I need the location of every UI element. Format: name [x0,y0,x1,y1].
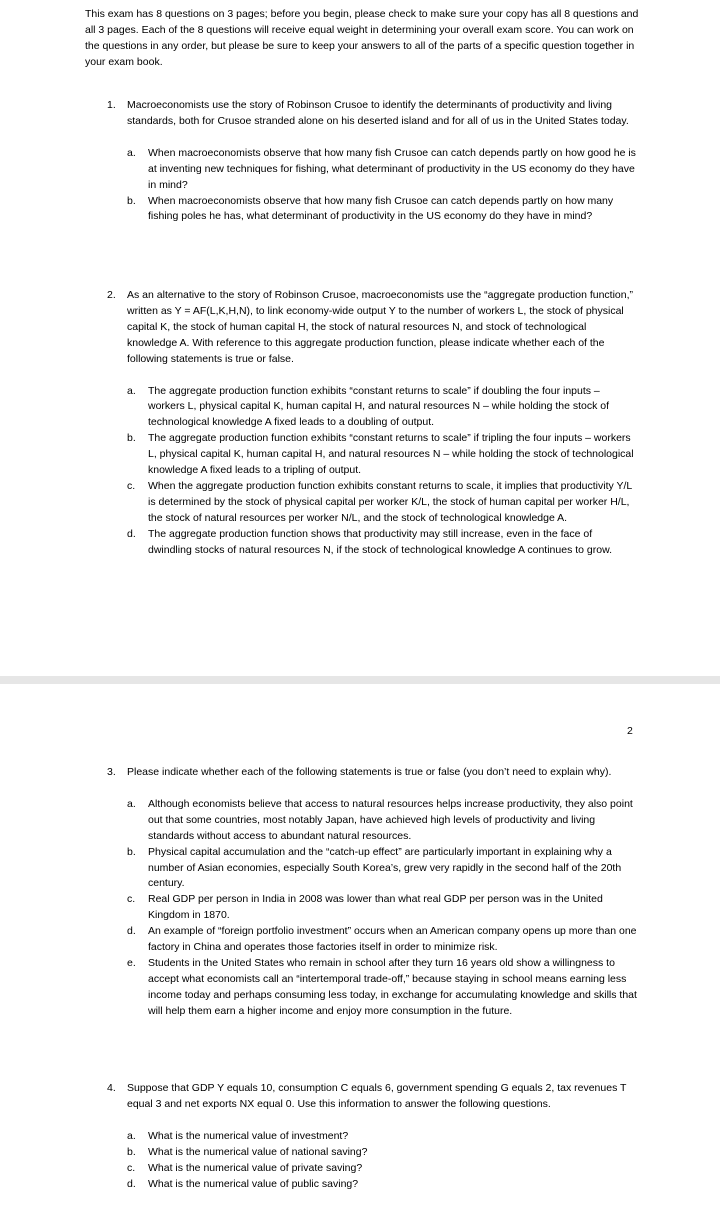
question-number: 2. [107,289,116,301]
part-letter: b. [127,845,136,858]
part-letter: a. [127,1129,136,1142]
part-letter: d. [127,527,136,540]
part-text: When the aggregate production function exhibits constant returns to scale, it implies that productivity Y/L is determined by the stock of physical capital per worker K/L, the stock of human capital per worker H/L, the stock of natural resources per worker N/L, and the stock of technological knowledge A. [148,479,632,524]
part-letter: a. [127,146,136,159]
part-letter: e. [127,956,136,969]
part-text: What is the numerical value of public saving? [148,1177,359,1190]
part-text: When macroeconomists observe that how many fish Crusoe can catch depends partly on how many fishing poles he has, what determinant of productivity in the US economy do they have in mind? [148,194,614,223]
question-number: 4. [107,1082,116,1094]
part-text: When macroeconomists observe that how many fish Crusoe can catch depends partly on how good he is at inventing new techniques for fishing, what determinant of productivity in the US economy do they have in mind? [148,146,636,191]
question-part [107,1129,637,1145]
question-parts [107,797,637,1020]
part-letter: b. [127,432,136,445]
question-text: As an alternative to the story of Robinson Crusoe, macroeconomists use the “aggregate production function,” written as Y = AF(L,K,H,N), to link economy-wide output Y to the number of workers L, the stock of physical capital K, the stock of human capital H, the stock of natural resources N, and stock of technological knowledge A. With reference to this aggregate production function, please indicate whether each of the following statements is true or false. [127,289,634,365]
question-text: Macroeconomists use the story of Robinson Crusoe to identify the determinants of productivity and living standards, both for Crusoe stranded alone on his deserted island and for all of us in the United States today. [127,99,629,127]
question-number: 3. [107,766,116,778]
question-part [107,1145,637,1161]
part-letter: c. [127,479,136,492]
question-part [107,956,637,1020]
question-part [107,1161,637,1177]
part-text: The aggregate production function shows that productivity may still increase, even in the face of dwindling stocks of natural resources N, if the stock of technological knowledge A continues to grow. [148,527,613,556]
question-text: Suppose that GDP Y equals 10, consumption C equals 6, government spending G equals 2, tax revenues T equal 3 and net exports NX equal 0. Use this information to answer the following questions. [127,1082,627,1110]
part-letter: b. [127,194,136,207]
question-part [107,892,637,924]
page-number: 2 [627,725,633,737]
part-letter: a. [127,384,136,397]
question-parts [107,1129,637,1193]
question-part [107,1177,637,1193]
part-text: An example of “foreign portfolio investment” occurs when an American company opens up more than one factory in China and operates those factories itself in order to minimize risk. [148,925,637,954]
question-part [107,845,637,893]
exam-instructions: This exam has 8 questions on 3 pages; before you begin, please check to make sure your copy has all 8 questions and all 3 pages. Each of the 8 questions will receive equal weight in determining your overall exam score. You can work on the questions in any order, but please be sure to keep your answers to all of the parts of a specific question together in your exam book. [85,8,639,68]
question-1 [107,98,637,225]
question-parts [107,146,637,226]
question-part [107,797,637,845]
part-letter: c. [127,1161,136,1174]
question-2 [107,288,637,559]
question-part [107,924,637,956]
part-letter: d. [127,925,136,938]
part-text: Real GDP per person in India in 2008 was lower than what real GDP per person was in the United Kingdom in 1870. [148,893,603,922]
part-text: The aggregate production function exhibits “constant returns to scale” if doubling the four inputs – workers L, physical capital K, human capital H, and natural resources N – while holding the stock of technological knowledge A fixed leads to a doubling of output. [148,384,610,429]
part-text: The aggregate production function exhibits “constant returns to scale” if tripling the four inputs – workers L, physical capital K, human capital H, and natural resources N – while holding the stock of technological knowledge A fixed leads to a tripling of output. [148,432,634,477]
part-text: What is the numerical value of investment? [148,1129,349,1142]
question-part [107,194,637,226]
part-text: What is the numerical value of national saving? [148,1145,368,1158]
question-part [107,479,637,527]
part-text: Physical capital accumulation and the “catch-up effect” are particularly important in explaining why a number of Asian economies, especially South Korea’s, grew very rapidly in the second half of the 20th century. [148,845,622,890]
part-text: Although economists believe that access to natural resources helps increase productivity, they also point out that some countries, most notably Japan, have achieved high levels of productivity and living standards without access to abundant natural resources. [148,797,633,842]
page-separator [0,676,720,684]
question-4 [107,1081,637,1192]
exam-page-2 [0,684,720,1220]
part-letter: a. [127,797,136,810]
question-part [107,527,637,559]
question-part [107,384,637,432]
question-parts [107,384,637,559]
part-text: Students in the United States who remain in school after they turn 16 years old show a willingness to accept what economists call an “intertemporal trade-off,” because staying in school means earning less income today and perhaps consuming less today, in exchange for accumulating knowledge and skills that will help them earn a higher income and enjoy more consumption in the future. [148,956,637,1017]
question-3 [107,765,637,1020]
question-number: 1. [107,99,116,111]
question-part [107,431,637,479]
question-part [107,146,637,194]
part-letter: c. [127,893,136,906]
part-letter: b. [127,1145,136,1158]
part-text: What is the numerical value of private saving? [148,1161,363,1174]
part-letter: d. [127,1177,136,1190]
question-text: Please indicate whether each of the following statements is true or false (you don’t need to explain why). [127,766,612,778]
